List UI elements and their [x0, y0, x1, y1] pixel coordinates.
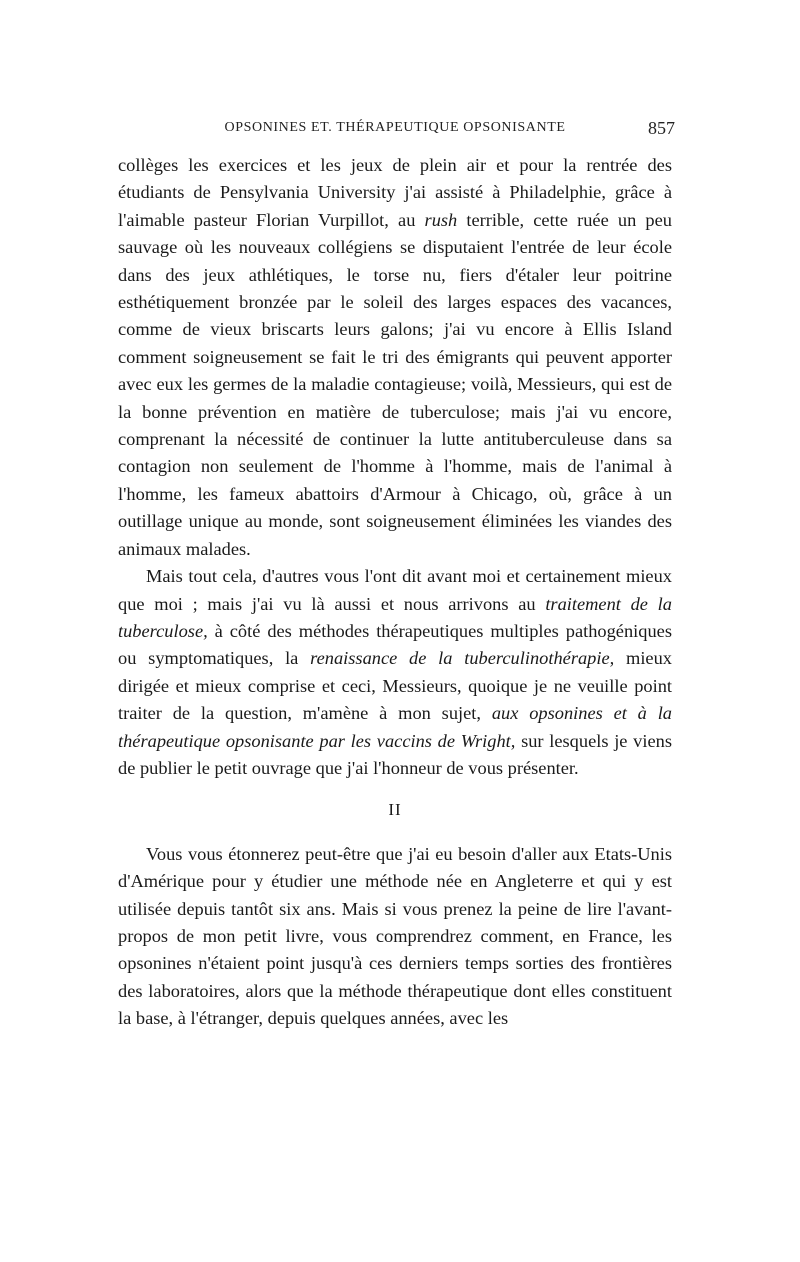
paragraph-1-italic-1: rush: [424, 209, 458, 230]
paragraph-3-text-1: Vous vous étonnerez peut-être que j'ai eu besoin d'aller aux Etats-Unis d'Amérique pour y étudier une méthode née en Angleterre et qui y est utilisée depuis tantôt six ans. Mais si vous prenez la peine de lire l'avant-propos de mon petit livre, vous comprendrez comment, en France, les opsonines n'étaient point jusqu'à ces derniers temps sorties des frontières des laboratoires, alors que la méthode thérapeutique dont elles constituent la base, à l'étranger, depuis quelques années, avec les: [118, 843, 672, 1029]
paragraph-1-text-1: collèges les exercices et les jeux de plein air et pour la rentrée des étudiants de Pensylvania University j'ai assisté à Philadelphie, grâce à l'aimable pasteur Florian Vurpillot, au: [118, 155, 672, 230]
paragraph-2-italic-2: renaissance de la tuberculinothérapie,: [310, 648, 615, 669]
paragraph-3: [118, 841, 672, 1033]
paragraph-2-italic-1: traitement de la tuberculose,: [118, 593, 672, 641]
body-text: [118, 152, 672, 1033]
paragraph-2-text-3: mieux dirigée et mieux comprise et ceci, Messieurs, quoique je ne veuille point traiter de la question, m'amène à mon sujet,: [118, 648, 672, 724]
paragraph-2-italic-3: aux opsonines et à la thérapeutique opsonisante par les vaccins de Wright,: [118, 703, 673, 751]
page-number: 857: [648, 118, 675, 138]
section-heading: II: [388, 800, 402, 820]
paragraph-2: [118, 563, 672, 782]
paragraph-2-text-4: sur lesquels je viens de publier le petit ouvrage que j'ai l'honneur de vous présenter.: [118, 730, 672, 778]
paragraph-2-text-2: à côté des méthodes thérapeutiques multiples pathogéniques ou symptomatiques, la: [118, 620, 672, 669]
paragraph-2-text-1: Mais tout cela, d'autres vous l'ont dit avant moi et certainement mieux que moi ; mais j'ai vu là aussi et nous arrivons au: [118, 566, 672, 614]
paragraph-1-text-2: terrible, cette ruée un peu sauvage où les nouveaux collégiens se disputaient l'entrée de leur école dans des jeux athlétiques, le torse nu, fiers d'étaler leur poitrine esthétiquement bronzée par le soleil des larges espaces des vacances, comme de vieux briscarts leurs galons; j'ai vu encore à Ellis Island comment soigneusement se fait le tri des émigrants qui peuvent apporter avec eux les germes de la maladie contagieuse; voilà, Messieurs, qui est de la bonne prévention en matière de tuberculose; mais j'ai vu encore, comprenant la nécessité de continuer la lutte antituberculeuse dans sa contagion non seulement de l'homme à l'homme, mais de l'animal à l'homme, les fameux abattoirs d'Armour à Chicago, où, grâce à un outillage unique au monde, sont soigneusement éliminées les viandes des animaux malades.: [118, 209, 672, 559]
running-head: [115, 120, 675, 142]
running-title: OPSONINES ET. THÉRAPEUTIQUE OPSONISANTE: [224, 120, 566, 135]
paragraph-1: [118, 152, 672, 563]
